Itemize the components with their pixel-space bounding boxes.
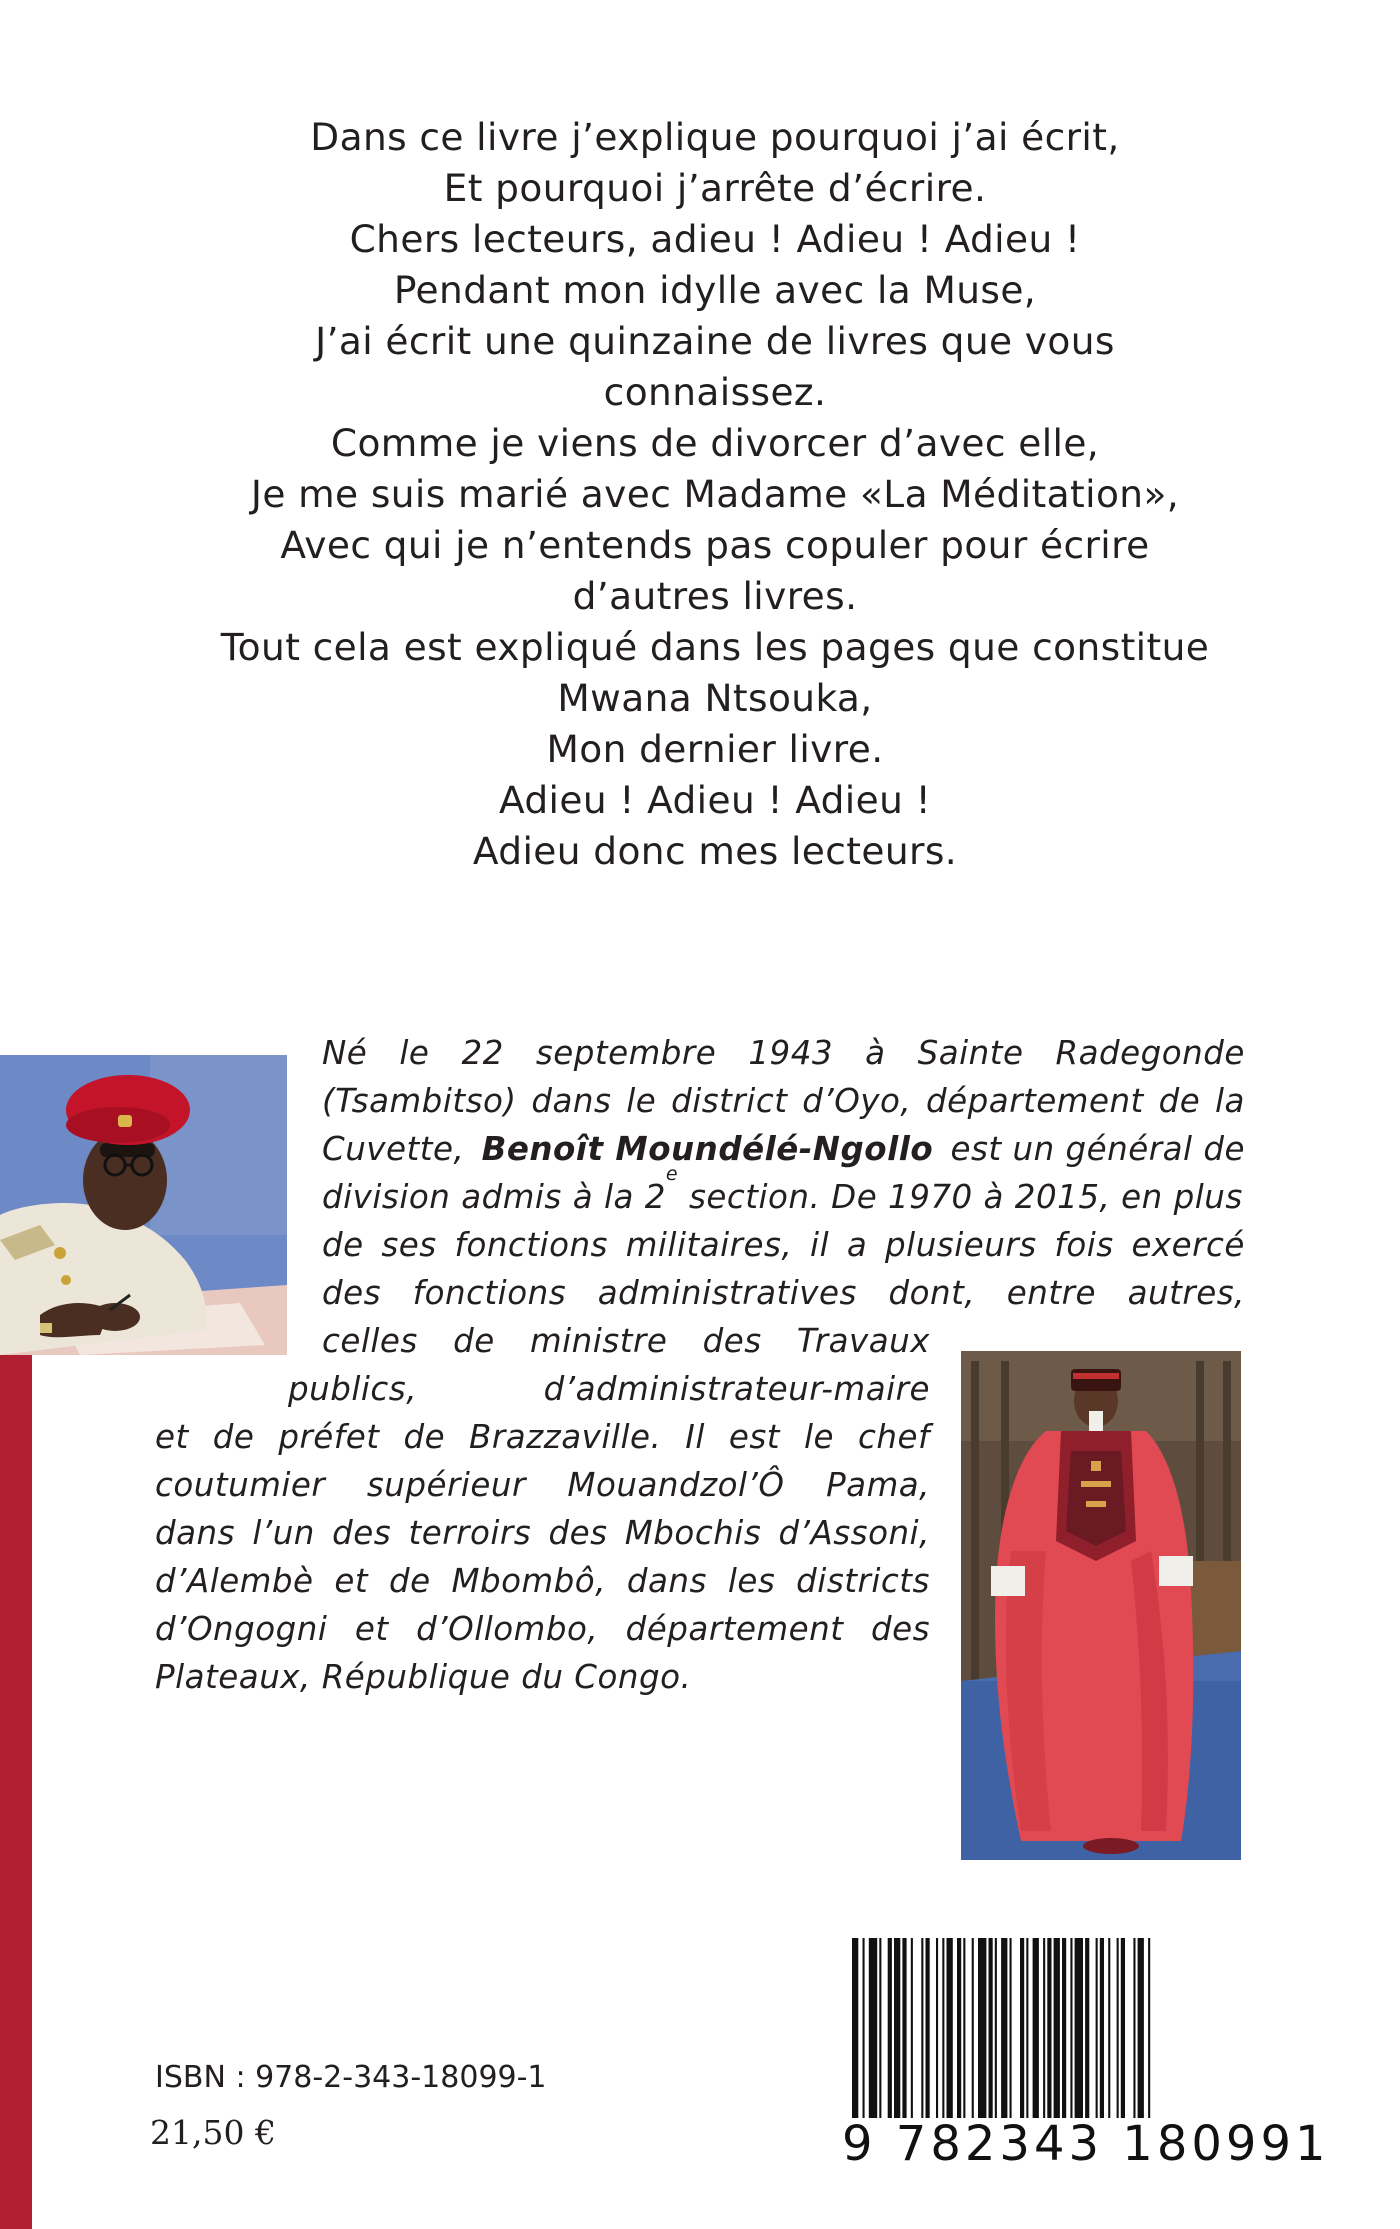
- poem-line: Dans ce livre j’explique pourquoi j’ai écrit,: [310, 115, 1120, 159]
- barcode-bar: [1043, 1938, 1045, 2128]
- bio-word: de: [453, 1322, 495, 1360]
- poem-line: d’autres livres.: [572, 574, 858, 618]
- poem-line: Avec qui je n’entends pas copuler pour écrire: [280, 523, 1150, 567]
- bio-word: terroirs: [408, 1514, 532, 1552]
- barcode-bar: [911, 1938, 913, 2128]
- bio-word: l’un: [252, 1514, 315, 1552]
- barcode-bar: [1075, 1938, 1083, 2128]
- poem-line: Mwana Ntsouka,: [557, 676, 873, 720]
- bio-word: d’Oyo,: [802, 1082, 912, 1120]
- bio-line: [322, 1270, 1245, 1318]
- bio-word: septembre: [535, 1034, 717, 1072]
- poem-line: Je me suis marié avec Madame «La Méditation»,: [250, 472, 1180, 516]
- barcode-bar: [1062, 1938, 1066, 2128]
- bio-word: de: [388, 1562, 431, 1600]
- bio-word: et: [155, 1418, 189, 1456]
- bio-line: [155, 1654, 930, 1702]
- barcode-bar: [1138, 1938, 1144, 2128]
- bio-line: [155, 1558, 930, 1606]
- bio-word: 1943: [748, 1034, 834, 1072]
- bio-word: Mbombô,: [451, 1562, 607, 1600]
- barcode-bar: [957, 1938, 961, 2128]
- barcode-bar: [926, 1938, 930, 2128]
- bio-word: publics,: [288, 1370, 418, 1408]
- barcode-bar: [1133, 1938, 1135, 2128]
- bio-text: est un général de: [950, 1130, 1245, 1168]
- barcode-bar: [1070, 1938, 1072, 2128]
- bio-word: fonctions: [454, 1226, 608, 1264]
- bio-word: dont,: [888, 1274, 976, 1312]
- poem-line: Et pourquoi j’arrête d’écrire.: [443, 166, 987, 210]
- barcode-bar: [963, 1938, 965, 2128]
- bio-word: dans: [531, 1082, 612, 1120]
- barcode-bar: [888, 1938, 892, 2128]
- bio-word: ministre: [529, 1322, 668, 1360]
- bio-word: ses: [381, 1226, 437, 1264]
- bio-word: département: [926, 1082, 1144, 1120]
- barcode-bar: [921, 1938, 923, 2128]
- barcode-bar: [1054, 1938, 1060, 2128]
- bio-text: Cuvette,: [322, 1130, 465, 1168]
- bio-word: de: [1158, 1082, 1201, 1120]
- barcode-bar: [1117, 1938, 1119, 2128]
- barcode-digits: 9 782343 180991: [842, 2116, 1330, 2172]
- bio-word: Né: [322, 1034, 368, 1072]
- bio-word: département: [625, 1610, 844, 1648]
- bio-word: chef: [858, 1418, 930, 1456]
- bio-word: les: [727, 1562, 776, 1600]
- bio-line: [155, 1414, 930, 1462]
- poem-line: connaissez.: [603, 370, 827, 414]
- barcode-bar: [972, 1938, 974, 2128]
- bio-word: Sainte: [917, 1034, 1024, 1072]
- barcode-bar: [869, 1938, 877, 2128]
- poem-line: Comme je viens de divorcer d’avec elle,: [330, 421, 1100, 465]
- barcode-bar: [1096, 1938, 1098, 2128]
- bio-line: [288, 1366, 930, 1414]
- bio-word: militaires,: [625, 1226, 793, 1264]
- poem-line: Tout cela est expliqué dans les pages que constitue: [220, 625, 1210, 669]
- barcode-bar: [894, 1938, 900, 2128]
- bio-word: 22: [461, 1034, 504, 1072]
- bio-word: le: [399, 1034, 430, 1072]
- bio-word: des: [332, 1514, 392, 1552]
- barcode-bar: [978, 1938, 986, 2128]
- bio-word: préfet: [278, 1418, 380, 1456]
- bio-word: de: [403, 1418, 446, 1456]
- bio-word: fois: [1054, 1226, 1114, 1264]
- ordinal-superscript: e: [665, 1163, 679, 1185]
- bio-word: des: [322, 1274, 382, 1312]
- barcode-bar: [1010, 1938, 1012, 2128]
- bio-word: administratives: [597, 1274, 857, 1312]
- bio-word: et: [334, 1562, 369, 1600]
- poem-line: Mon dernier livre.: [546, 727, 884, 771]
- back-cover-poem: [150, 112, 1280, 877]
- bio-line: [155, 1510, 930, 1558]
- bio-text: section. De 1970 à 2015, en plus: [688, 1178, 1243, 1216]
- isbn-label: ISBN : 978-2-343-18099-1: [155, 2060, 547, 2095]
- bio-word: le: [804, 1418, 835, 1456]
- author-photo-ceremonial-robe: [961, 1351, 1241, 1860]
- bio-word: supérieur: [366, 1466, 526, 1504]
- bio-word: Il: [685, 1418, 705, 1456]
- bio-word: Mouandzol’Ô: [567, 1466, 785, 1504]
- author-name: Benoît Moundélé-Ngollo: [481, 1130, 934, 1168]
- barcode-bar: [936, 1938, 938, 2128]
- bio-word: fonctions: [412, 1274, 567, 1312]
- red-accent-band: [0, 1352, 32, 2229]
- author-photo-writing: [0, 1055, 287, 1355]
- bio-word: autres,: [1127, 1274, 1245, 1312]
- bio-line: [322, 1030, 1245, 1078]
- bio-word: d’Alembè: [155, 1562, 314, 1600]
- bio-word: plusieurs: [885, 1226, 1037, 1264]
- bio-word: d’Ollombo,: [416, 1610, 599, 1648]
- barcode-bar: [1026, 1938, 1028, 2128]
- bio-word: entre: [1006, 1274, 1096, 1312]
- bio-line: [155, 1462, 930, 1510]
- barcode-bar: [1085, 1938, 1089, 2128]
- barcode-bar: [1020, 1938, 1024, 2128]
- poem-line: Adieu ! Adieu ! Adieu !: [498, 778, 932, 822]
- bio-word: dans: [626, 1562, 707, 1600]
- bio-text: Plateaux, République du Congo.: [155, 1658, 692, 1696]
- bio-word: districts: [796, 1562, 930, 1600]
- bio-line: [322, 1318, 930, 1366]
- poem-line: Pendant mon idylle avec la Muse,: [393, 268, 1037, 312]
- bio-word: Mbochis: [624, 1514, 762, 1552]
- bio-word: Brazzaville.: [469, 1418, 662, 1456]
- poem-line: J’ai écrit une quinzaine de livres que vous: [315, 319, 1115, 363]
- price-label: 21,50 €: [150, 2113, 276, 2152]
- bio-word: dans: [155, 1514, 236, 1552]
- barcode-bar: [1033, 1938, 1039, 2128]
- bio-line: [322, 1163, 1245, 1222]
- bio-line: [322, 1078, 1245, 1126]
- bio-word: des: [548, 1514, 608, 1552]
- bio-word: a: [846, 1226, 868, 1264]
- barcode-bar: [1121, 1938, 1125, 2128]
- barcode-bar: [942, 1938, 944, 2128]
- bio-word: des: [702, 1322, 762, 1360]
- barcode-bar: [995, 1938, 997, 2128]
- bio-word: des: [870, 1610, 930, 1648]
- bio-line: [322, 1222, 1245, 1270]
- bio-word: et: [354, 1610, 389, 1648]
- bio-word: coutumier: [155, 1466, 326, 1504]
- barcode-bar: [879, 1938, 881, 2128]
- bio-text: division admis à la 2: [322, 1178, 666, 1216]
- barcode-bar: [947, 1938, 953, 2128]
- bio-word: d’Assoni,: [778, 1514, 930, 1552]
- bio-word: la: [1215, 1082, 1245, 1120]
- barcode-bar: [1047, 1938, 1051, 2128]
- bio-word: district: [671, 1082, 788, 1120]
- bio-word: à: [865, 1034, 886, 1072]
- bio-word: est: [728, 1418, 781, 1456]
- barcode-bar: [1108, 1938, 1110, 2128]
- bio-word: d’administrateur-maire: [543, 1370, 930, 1408]
- bio-word: de: [322, 1226, 364, 1264]
- bio-word: le: [626, 1082, 657, 1120]
- poem-line: Adieu donc mes lecteurs.: [472, 829, 958, 873]
- bio-line: [155, 1606, 930, 1654]
- barcode-bar: [1100, 1938, 1104, 2128]
- barcode-bar: [989, 1938, 993, 2128]
- bio-word: celles: [322, 1322, 418, 1360]
- bio-line: [322, 1126, 1245, 1174]
- barcode-bar: [902, 1938, 906, 2128]
- bio-word: Pama,: [826, 1466, 930, 1504]
- bio-word: Travaux: [796, 1322, 930, 1360]
- bio-word: il: [810, 1226, 830, 1264]
- bio-word: de: [212, 1418, 255, 1456]
- bio-word: d’Ongogni: [155, 1610, 328, 1648]
- bio-word: exercé: [1131, 1226, 1245, 1264]
- bio-word: (Tsambitso): [322, 1082, 517, 1120]
- poem-line: Chers lecteurs, adieu ! Adieu ! Adieu !: [349, 217, 1081, 261]
- bio-word: Radegonde: [1055, 1034, 1245, 1072]
